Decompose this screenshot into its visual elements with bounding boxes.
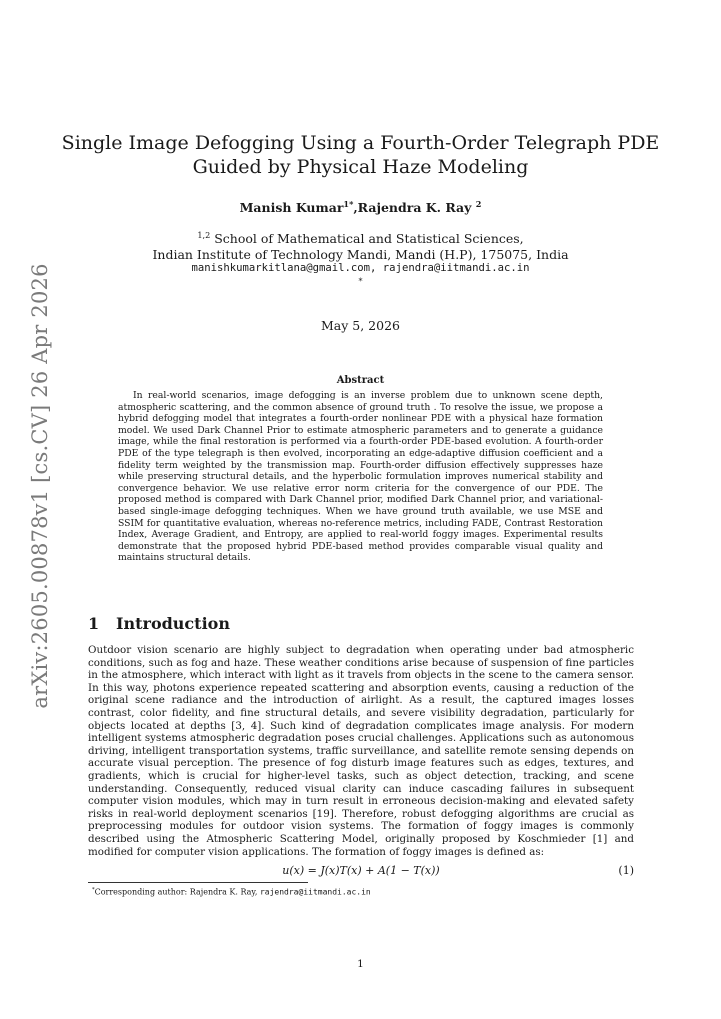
section-number: 1	[88, 614, 100, 633]
section-title: Introduction	[116, 614, 230, 633]
paper-date: May 5, 2026	[321, 318, 400, 333]
affiliation-line-1: School of Mathematical and Statistical Sciences,	[210, 231, 524, 247]
author-emails[interactable]: manishkumarkitlana@gmail.com, rajendra@iitmandi.ac.in	[191, 262, 530, 274]
abstract-body	[118, 390, 603, 564]
affiliation-line-2: Indian Institute of Technology Mandi, Mandi (H.P), 175075, India	[152, 247, 569, 263]
footnote-mark: *	[92, 887, 95, 893]
abstract-text: In real-world scenarios, image defogging is an inverse problem due to unknown scene depth, atmospheric scattering, and the common absence of ground truth . To resolve the issue, we propose a hybrid defogging model that integrates a fourth-order nonlinear PDE with a physical haze formation model. We used Dark Channel Prior to estimate atmospheric parameters and to generate a guidance image, while the final restoration is performed via a fourth-order PDE-based evolution. A fourth-order PDE of the type telegraph is then evolved, incorporating an edge-adaptive diffusion coefficient and a fidelity term weighted by the transmission map. Fourth-order diffusion effectively suppresses haze while preserving structural details, and the hyperbolic formulation improves numerical stability and convergence behavior. We use relative error norm criteria for the convergence of our PDE. The proposed method is compared with Dark Channel prior, modified Dark Channel prior, and variational-based single-image defogging techniques. When we have ground truth available, we use MSE and SSIM for quantitative evaluation, whereas no-reference metrics, including FADE, Contrast Restoration Index, Average Gradient, and Entropy, are applied to real-world foggy images. Experimental results demonstrate that the proposed hybrid PDE-based method provides comparable visual quality and maintains structural details.	[118, 390, 603, 564]
title-line-2: Guided by Physical Haze Modeling	[192, 156, 529, 178]
footnote-text: Corresponding author: Rajendra K. Ray,	[94, 887, 260, 897]
introduction-paragraph: Outdoor vision scenario are highly subject to degradation when operating under bad atmospheric conditions, such as fog and haze. These weather conditions arise because of suspension of fine particles in the atmosphere, which interact with light as it travels from objects in the scene to the camera sensor. In this way, photons experience repeated scattering and absorption events, causing a reduction of the original scene radiance and the introduction of airlight. As a result, the captured images losses contrast, color fidelity, and fine structural details, and severe visibility degradation, particularly for objects located at depths [3, 4]. Such kind of degradation complicates image analysis. For modern intelligent systems atmospheric degradation poses crucial challenges. Applications such as autonomous driving, intelligent transportation systems, traffic surveillance, and satellite remote sensing depends on accurate visual perception. The presence of fog disturb image features such as edges, textures, and gradients, which is crucial for higher-level tasks, such as object detection, tracking, and scene understanding. Consequently, reduced visual clarity can induce cascading failures in subsequent computer vision modules, which may in turn result in erroneous decision-making and elevated safety risks in real-world deployment scenarios [19]. Therefore, robust defogging algorithms are crucial as preprocessing modules for outdoor vision systems. The formation of foggy images is commonly described using the Atmospheric Scattering Model, originally proposed by Koschmieder [1] and modified for computer vision applications. The formation of foggy images is defined as:	[88, 644, 634, 858]
affiliation-mark: 1,2	[197, 230, 211, 240]
author-2: ,Rajendra K. Ray	[353, 200, 476, 216]
paper-title	[60, 131, 661, 179]
abstract-heading: Abstract	[336, 375, 385, 386]
author-1: Manish Kumar	[239, 200, 344, 216]
affiliation	[60, 227, 661, 263]
introduction-body	[88, 644, 634, 858]
arxiv-sidebar-stamp: arXiv:2605.00878v1 [cs.CV] 26 Apr 2026	[28, 263, 52, 709]
title-line-1: Single Image Defogging Using a Fourth-Order Telegraph PDE	[61, 132, 660, 154]
author-2-affil-mark: 2	[475, 199, 482, 209]
page-number: 1	[357, 958, 364, 970]
footnote-email[interactable]: rajendra@iitmandi.ac.in	[259, 887, 371, 897]
footnote	[92, 887, 371, 897]
equation-expression: u(x) = J(x)T(x) + A(1 − T(x))	[282, 864, 440, 877]
footnote-rule	[88, 882, 308, 883]
equation-number: (1)	[618, 864, 634, 877]
corresponding-star: *	[358, 277, 363, 286]
author-1-affil-mark: 1*	[343, 199, 354, 209]
author-list	[60, 199, 661, 215]
section-heading	[88, 614, 230, 633]
